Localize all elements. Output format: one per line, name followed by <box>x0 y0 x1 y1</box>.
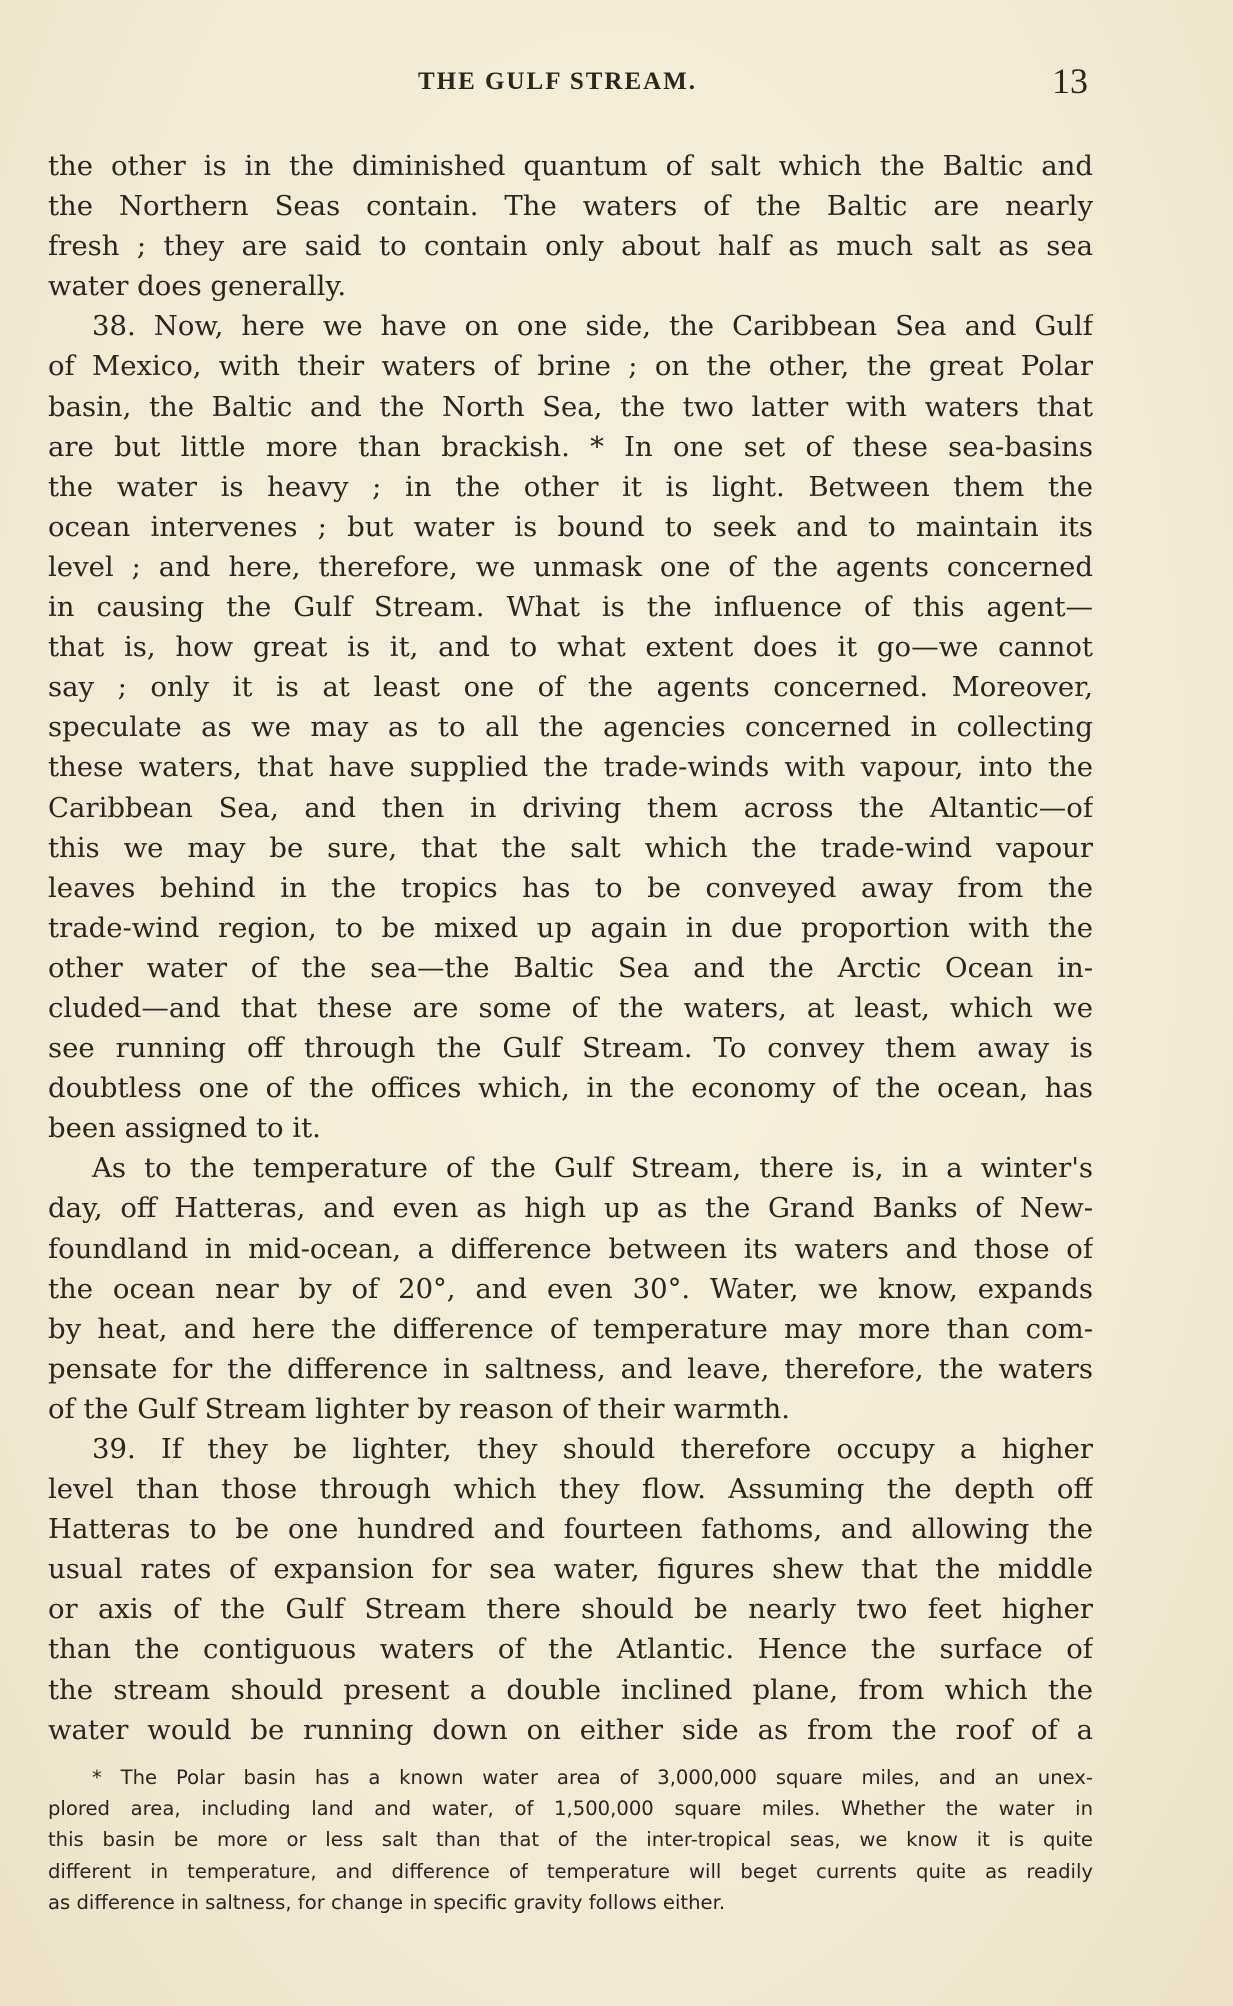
running-title: THE GULF STREAM. <box>418 68 698 95</box>
text-line: of Mexico, with their waters of brine ; on the other, the great Polar <box>48 350 1093 383</box>
text-line: doubtless one of the offices which, in the economy of the ocean, has <box>48 1072 1093 1105</box>
text-line: fresh ; they are said to contain only about half as much salt as sea <box>48 230 1093 263</box>
text-line: water would be running down on either side as from the roof of a <box>48 1713 1093 1746</box>
text-line: water does generally. <box>48 270 347 303</box>
text-line: these waters, that have supplied the trade-winds with vapour, into the <box>48 751 1093 784</box>
page-number: 13 <box>1052 61 1088 101</box>
text-line: the other is in the diminished quantum of salt which the Baltic and <box>48 150 1093 182</box>
text-line: are but little more than brackish. * In one set of these sea-basins <box>48 430 1093 463</box>
text-line: foundland in mid-ocean, a difference between its waters and those of <box>48 1232 1093 1265</box>
text-line: say ; only it is at least one of the agents concerned. Moreover, <box>48 671 1093 704</box>
text-line: pensate for the difference in saltness, and leave, therefore, the waters <box>48 1352 1093 1385</box>
text-line: basin, the Baltic and the North Sea, the two latter with waters that <box>48 390 1093 423</box>
text-line: the water is heavy ; in the other it is light. Between them the <box>48 470 1093 503</box>
footnote-line: as difference in saltness, for change in specific gravity follows either. <box>48 1890 726 1914</box>
text-line: this we may be sure, that the salt which the trade-wind vapour <box>48 831 1093 864</box>
text-line: day, off Hatteras, and even as high up as the Grand Banks of New- <box>48 1192 1093 1225</box>
text-line: ocean intervenes ; but water is bound to seek and to maintain its <box>48 510 1093 543</box>
paragraph-38-start: 38. Now, here we have on one side, the Caribbean Sea and Gulf <box>92 310 1093 343</box>
text-line: level than those through which they flow. Assuming the depth off <box>48 1473 1093 1506</box>
text-line: in causing the Gulf Stream. What is the influence of this agent— <box>48 591 1093 624</box>
text-line: than the contiguous waters of the Atlantic. Hence the surface of <box>48 1633 1093 1666</box>
text-line: level ; and here, therefore, we unmask one of the agents concerned <box>48 550 1093 583</box>
text-line: the ocean near by of 20°, and even 30°. Water, we know, expands <box>48 1272 1093 1305</box>
text-line: see running off through the Gulf Stream. To convey them away is <box>48 1032 1093 1065</box>
text-line: trade-wind region, to be mixed up again in due proportion with the <box>48 911 1093 944</box>
paragraph-39-start: 39. If they be lighter, they should therefore occupy a higher <box>92 1433 1093 1465</box>
text-line: cluded—and that these are some of the waters, at least, which we <box>48 991 1093 1024</box>
text-line: by heat, and here the difference of temperature may more than com- <box>48 1312 1093 1345</box>
footnote-line: * The Polar basin has a known water area of 3,000,000 square miles, and an unex- <box>92 1766 1093 1789</box>
text-line: that is, how great is it, and to what extent does it go—we cannot <box>48 631 1093 664</box>
text-line: other water of the sea—the Baltic Sea and the Arctic Ocean in- <box>48 951 1093 984</box>
footnote <box>48 1762 1093 1918</box>
text-line: Caribbean Sea, and then in driving them across the Altantic—of <box>48 791 1093 824</box>
text-line: the stream should present a double inclined plane, from which the <box>48 1673 1093 1706</box>
text-line: the Northern Seas contain. The waters of the Baltic are nearly <box>48 190 1093 223</box>
footnote-line: different in temperature, and difference of temperature will beget currents quite as readily <box>48 1859 1093 1883</box>
body-text <box>48 146 1093 1750</box>
page-header <box>48 61 1088 106</box>
text-line: Hatteras to be one hundred and fourteen fathoms, and allowing the <box>48 1513 1093 1546</box>
footnote-line: plored area, including land and water, of 1,500,000 square miles. Whether the water in <box>48 1797 1093 1821</box>
text-line: leaves behind in the tropics has to be conveyed away from the <box>48 871 1093 904</box>
text-line: or axis of the Gulf Stream there should be nearly two feet higher <box>48 1593 1093 1626</box>
text-line: been assigned to it. <box>48 1112 321 1145</box>
text-line: of the Gulf Stream lighter by reason of their warmth. <box>48 1392 790 1425</box>
paragraph-temperature-start: As to the temperature of the Gulf Stream, there is, in a winter's <box>92 1152 1093 1185</box>
footnote-line: this basin be more or less salt than that of the inter-tropical seas, we know it is quite <box>48 1828 1093 1852</box>
text-line: speculate as we may as to all the agencies concerned in collecting <box>48 711 1093 744</box>
text-line: usual rates of expansion for sea water, figures shew that the middle <box>48 1553 1093 1586</box>
